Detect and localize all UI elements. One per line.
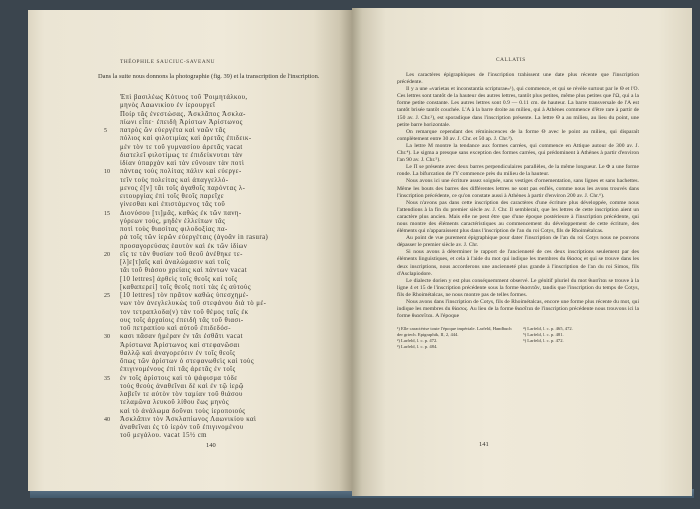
footnote: ¹) Elle caractérise toute l'époque impériale. Larfeld, Handbuch der griech. Epigraphik, II, 2, 444. <box>397 326 512 338</box>
line-number <box>102 119 120 127</box>
inscription-text: τον τετραπλοδα(ν) τὰν τοῦ θέμος ταῖς ἐκ <box>120 308 249 316</box>
inscription-line <box>102 284 342 292</box>
footnotes <box>397 326 639 349</box>
line-number <box>102 317 120 325</box>
inscription-text: κασι πᾶσαν ἡμέραν ἐν τᾶι ἐσθᾶτι vacat <box>120 333 243 341</box>
inscription-text: [λ]ε[τ]αῖς καὶ ἀναλώμασιν καὶ τοῖς <box>120 259 231 266</box>
line-number <box>102 300 120 308</box>
body-paragraph: La lettre M montre la tendance aux formes carrées, qui commence en Attique autour de 300 av. J. Chr.⁴). Le sigma a presque sans exception des formes carrées, qui prédominent à Athènes à partir d'environ l'an 90 av. J. Chr.⁵). <box>397 142 639 164</box>
line-number <box>102 399 120 407</box>
inscription-line <box>102 243 342 251</box>
line-number <box>102 201 120 209</box>
inscription-line <box>102 127 342 135</box>
inscription-line <box>102 102 342 110</box>
inscription-line <box>102 317 342 325</box>
inscription-line <box>102 111 342 119</box>
inscription-line <box>102 342 342 350</box>
line-number <box>102 342 120 350</box>
inscription-line <box>102 226 342 234</box>
inscription-text: μενος ἐ[ν] τᾶι τοῖς ἀγαθοῖς παρόντας λ- <box>120 184 246 192</box>
inscription-text: Ποίρ τᾶς ἐνεστώσας, Ἀσκλᾶπος Ἀσκλα- <box>120 110 246 118</box>
inscription-text: νων τὸν ἀνεγλελυκὼς τοῦ στεφάνου διὰ τὸ μέ- <box>120 300 267 308</box>
line-number <box>102 243 120 251</box>
inscription-text: ρὰ τοῖς τῶν ἱερῶν εὐεργέταις (ἀγοᾶν in rasura) <box>120 234 269 242</box>
body-paragraph: Si nous avons à déterminer le rapport de l'ancienneté de ces deux inscriptions seulement par des éléments linguistiques, et cela à l'aide du mot qui indique les membres du θίασος et qui se trouve dans les deux inscriptions, nous accorderons une ancienneté plus grande à l'inscription de l'an du roi Simos, fils d'Asclapiodore. <box>397 249 639 277</box>
inscription-line <box>102 333 342 341</box>
inscription-line <box>102 408 342 416</box>
inscription-line <box>102 119 342 127</box>
line-number <box>102 226 120 234</box>
inscription-line <box>102 160 342 168</box>
page-number-right: 141 <box>479 441 489 448</box>
inscription-line <box>102 259 342 267</box>
line-number <box>102 350 120 358</box>
inscription-line <box>102 375 342 383</box>
line-number <box>102 144 120 152</box>
inscription-line <box>102 399 342 407</box>
running-head-title: CALLATIS <box>496 57 526 63</box>
line-number <box>102 432 120 440</box>
inscription-text: πίωνι εἶπε· ἐπειδὴ Ἀρίστων Ἀρίστωνος <box>120 118 243 126</box>
inscription-line <box>102 94 342 102</box>
inscription-text: τελαμῶνα λευκοῦ λίθου ἕως μηνὸς <box>120 399 230 407</box>
body-paragraph: On remarque cependant des réminiscences de la forme Θ avec le point au milieu, qui disparaît complètement entre 30 av. J. Chr. et 50 ap. J. Chr.³). <box>397 128 639 142</box>
footnote: ⁴) Larfeld, l. c. p. 465, 472. <box>523 326 573 332</box>
line-number: 15 <box>104 210 110 217</box>
inscription-text: ἐν τοῖς ἀρίστοις καὶ τὸ ψάφισμα τόδε <box>120 374 238 382</box>
paragraphs <box>397 72 639 320</box>
body-paragraph: Le dialecte dorien y est plus conséquemment observé. Le génitif pluriel du mot θιασῖται se trouve à la ligne 4 et 15 de l'inscription précédente sous la forme θιασιτᾶν, tandis que l'inscription du temps de Cotys, fils de Rhoimétalcas, ne nous montre pas de telles formes. <box>397 277 639 298</box>
inscription-text: Ἀρίστωνα Ἀρίστωνος καὶ στεφανῶσαι <box>120 341 240 349</box>
line-number: 5 <box>104 128 107 134</box>
inscription-text: ἐπιγινομένους ἐπὶ τᾶς ἀρετᾶς ἐν τοῖς <box>120 366 236 374</box>
inscription-text: πόλιος καὶ φιλοτιμίας καὶ ἀρετᾶς ἐπιδεικ- <box>120 135 252 143</box>
footnote: ⁵) Larfeld, l. c. p. 481. <box>523 332 564 338</box>
inscription-text: γίνεσθαι καὶ ἐπιστάμενος τᾶς τοῦ <box>120 201 226 209</box>
inscription-text: [10 lettres] τὸν πρᾶτον καθὼς ὑπεσχημέ- <box>120 292 249 299</box>
line-number <box>102 366 120 374</box>
inscription-line <box>102 424 342 432</box>
inscription-line <box>102 234 342 242</box>
line-number <box>102 267 120 275</box>
line-number <box>102 383 120 391</box>
inscription-text: εἴς τε τὰν θυσίαν τοῦ θεοῦ ἀνέθηκε τε- <box>120 250 243 258</box>
footnotes-column-left <box>397 326 513 349</box>
line-number <box>102 152 120 160</box>
inscription-text: πάντας τοὺς πολίτας πάλιν καὶ εὐεργε- <box>120 168 242 176</box>
footnotes-column-right <box>523 326 639 349</box>
line-number <box>102 408 120 416</box>
inscription-line <box>102 177 342 185</box>
footnote: ³) Larfeld, l. c. p. 484. <box>397 343 438 349</box>
inscription-text: ἰδίαν ὑπαρχὰν καὶ τὰν εὔνοιαν τὰν ποτὶ <box>120 160 245 167</box>
line-number <box>102 135 120 143</box>
inscription-text: [10 lettres] ἀρθεὶς τοῖς θεοῖς καὶ τοῖς <box>120 275 238 283</box>
line-number: 40 <box>104 416 110 423</box>
body-paragraph: Les caractères épigraphiques de l'inscription trahissent une date plus récente que l'inscription précédente. <box>397 72 639 86</box>
line-number <box>102 284 120 292</box>
inscription-text: τοῦ πετραπίου καὶ αὐτοῦ ἐπιδεδόσ- <box>120 325 232 332</box>
body-paragraph: Nous n'avons pas dans cette inscription des caractères d'une écriture plus développée, comme nous l'attendions à la fin du premier siècle av. J. Chr. Il semblerait, que les lettres de cette inscription aient un caractère plus ancien. Mais elle ne peut être que d'une époque postérieure à l'inscription précédente, qui nous montre des éléments caractéristiques au commencement du développement de cette écriture, des éléments qui n'apparaissent plus dans l'inscription de l'an du roi Cotys, fils de Rhoimétalcas. <box>397 199 639 235</box>
line-number <box>102 185 120 193</box>
line-number <box>102 276 120 284</box>
line-number <box>102 193 120 201</box>
line-number <box>102 325 120 333</box>
inscription-line <box>102 152 342 160</box>
body-paragraph: Nous avons ici une écriture assez soignée, sans vestiges d'ornementation, sans lignes et sans hachettes. Même les bouts des barres des différentes lettres ne sont pas enflés, comme nous les avons trouvés dans l'inscription précédente, ce qu'on constate aussi à Athènes à partir d'environ 200 av. J. Chr.⁶). <box>397 178 639 199</box>
inscription-text: ους τοῖς ἀρχαίοις ἐπειδὴ τᾶς τοῦ θιασι- <box>120 316 244 324</box>
inscription-line <box>102 267 342 275</box>
inscription-line <box>102 210 342 218</box>
inscription-text: ὅπως τῶν ἀρίστων ὁ στεφανωθεὶς καὶ τοὺς <box>120 358 254 365</box>
inscription-text: καὶ τὸ ἀνάλωμα δοῦναι τοὺς ἱεροποιούς <box>120 407 246 415</box>
body-paragraph: Il y a une «varietas et inconstantia scripturae»¹), qui commence, et qui se révèle surtout par le Θ et l'Ο. Ces lettres sont tantôt de la hauteur des autres lettres, tantôt plus petites, même plus petites que l'Ω, qui a la forme petite constante. Les autres lettres sont 0.9 — 0.11 cm. de hauteur. La barre transversale de l'A est tantôt brisée tantôt couchée. L'A à la barre droite au milieu, qui à Athènes commence d'être rare à partir de 150 av. J. Chr.²), est sporadique dans l'inscription présente. La lettre Θ a au milieu, au lieu du point, une petite barre horizontale. <box>397 86 639 128</box>
line-number <box>102 358 120 366</box>
inscription-text: ἀναθεῖναι ἐς τὸ ἱερὸν τοῦ ἐπιγινομένου <box>120 424 244 431</box>
inscription-text: μέν τὸν τε τοῦ γυμνασίου ἀρετᾶς vacat <box>120 143 243 151</box>
inscription-text: ποτὶ τοὺς θιασίτας φιλοδοξίας πα- <box>120 226 228 233</box>
inscription-line <box>102 292 342 300</box>
inscription-line <box>102 251 342 259</box>
inscription-text: πατρὸς ὢν εὐεργέτα καὶ ναῶν τᾶς <box>120 127 226 134</box>
line-number <box>102 391 120 399</box>
inscription-line <box>102 135 342 143</box>
inscription-line <box>102 309 342 317</box>
inscription-line <box>102 168 342 176</box>
body-paragraph: Au point de vue purement épigraphique pour dater l'inscription de l'an du roi Cotys nous ne pouvons dépasser le premier siècle av. J. Chr. <box>397 235 639 249</box>
inscription-line <box>102 350 342 358</box>
inscription-text: τοῦ μεγάλου. vacat 15½ cm <box>120 432 207 440</box>
line-number <box>102 234 120 242</box>
inscription-line <box>102 276 342 284</box>
inscription-line <box>102 391 342 399</box>
line-number <box>102 309 120 317</box>
line-number <box>102 218 120 226</box>
line-number <box>102 424 120 432</box>
inscription-text: Διονύσου [τι]μᾶς, καθὼς ἐκ τῶν πανη- <box>120 209 242 217</box>
intro-paragraph: Dans la suite nous donnons la photographie (fig. 39) et la transcription de l'inscription. <box>98 73 320 80</box>
body-paragraph: Nous avons dans l'inscription de Cotys, fils de Rhoimétalcas, encore une forme plus récente du mot, qui indique les membres du θίασος. Au lieu de la forme θιασῖται de l'inscription précédente nous trouvons ici la forme θιασεῖται. A l'époque <box>397 299 639 320</box>
line-number <box>102 259 120 267</box>
inscription-text: θαλλῷ καὶ ἀναγορεύειν ἐν τοῖς θεοῖς <box>120 349 236 357</box>
inscription-line <box>102 358 342 366</box>
inscription-text: προσαγορεύσας ἑαυτὸν καὶ ἐκ τῶν ἰδίων <box>120 242 248 250</box>
inscription-text: τᾶι τοῦ θιάσου χρείαις καὶ πάντων vacat <box>120 267 248 275</box>
inscription-line <box>102 201 342 209</box>
inscription-text: ειτουργίας ἐπὶ τοῖς θεοῖς παρεῖχε <box>120 193 225 200</box>
inscription-text: τεῖν τοὺς πολείτας καὶ ἀπαγγελλό- <box>120 176 229 184</box>
inscription-line <box>102 432 342 440</box>
inscription-line <box>102 193 342 201</box>
inscription-line <box>102 383 342 391</box>
inscription-text: λαβεῖν τε αὐτὸν τὸν ταμίαν τοῦ θιάσου <box>120 391 243 398</box>
line-number: 20 <box>104 251 110 258</box>
footnote: ⁶) Larfeld, l. c. p. 472. <box>523 337 564 343</box>
inscription-line <box>102 144 342 152</box>
inscription-line <box>102 185 342 193</box>
line-number <box>102 177 120 185</box>
footnote: ²) Larfeld, l. c. p. 472. <box>397 337 438 343</box>
line-number <box>102 160 120 168</box>
left-page <box>28 10 352 491</box>
inscription-text: Ἀσκλᾶπιν τὸν Ἀσκλαπίωνος Λαωνικίου καὶ <box>120 415 257 423</box>
line-number: 35 <box>104 375 110 382</box>
page-number-left: 140 <box>206 442 216 449</box>
inscription-line <box>102 325 342 333</box>
right-page <box>352 8 692 496</box>
inscription-text: διατελεῖ φιλοτίμως τε ἐπιδείκνυται τὰν <box>120 151 243 159</box>
inscription-transcription <box>102 94 342 441</box>
inscription-text: γύρεων τούς, μηδὲν ἐλλείπων τᾶς <box>120 217 226 225</box>
line-number <box>102 94 120 102</box>
inscription-text: Ἐπὶ βασιλέως Κότυος τοῦ Ῥοιμητάλκου, <box>120 94 248 101</box>
body-paragraph: Le Π se présente avec deux barres perpendiculaires parallèles, de la même longueur. Le Φ a une forme ronde. La bifurcation de l'Y commence près du milieu de la hauteur. <box>397 164 639 178</box>
inscription-text: [καθαπερεὶ] τοῖς θεοῖς ποτὶ τὰς ἐς αὐτοὺς <box>120 283 251 291</box>
line-number <box>102 102 120 110</box>
body-text <box>397 72 639 349</box>
line-number: 25 <box>104 293 110 299</box>
line-number <box>102 111 120 119</box>
inscription-line <box>102 300 342 308</box>
inscription-line <box>102 218 342 226</box>
line-number: 30 <box>104 334 110 341</box>
inscription-line <box>102 416 342 424</box>
inscription-line <box>102 366 342 374</box>
running-head-author: THÉOPHILE SAUCIUC-SAVEANU <box>120 59 216 65</box>
inscription-text: τοὺς θεοὺς ἀναθεῖναι δὲ καὶ ἐν τῷ ἱερῷ <box>120 382 244 390</box>
inscription-text: μηνὸς Λαωνικίου ἐν ἱερουργεῖ <box>120 102 216 110</box>
line-number: 10 <box>104 169 110 176</box>
